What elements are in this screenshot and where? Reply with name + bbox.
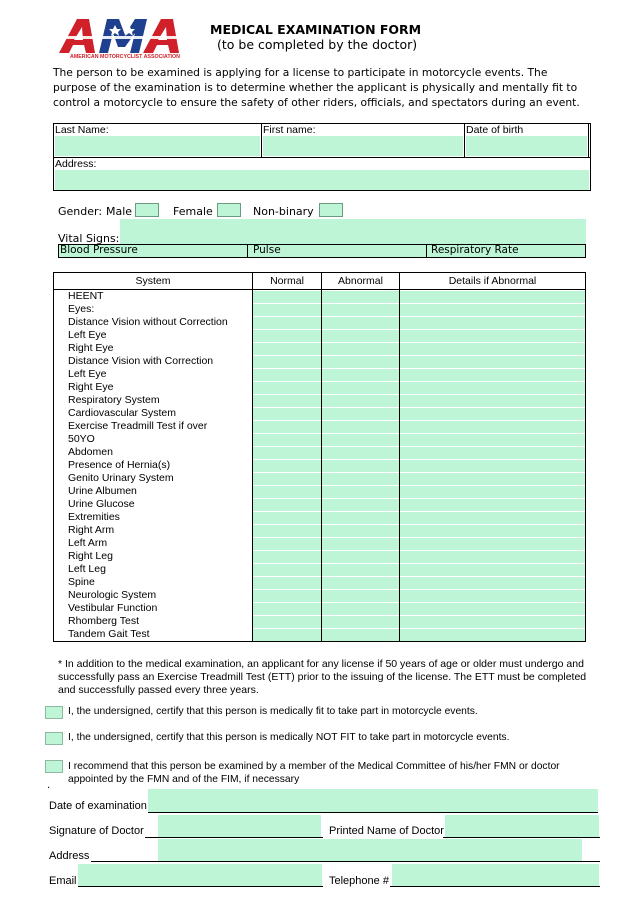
logo-subtext: AMERICAN MOTORCYCLIST ASSOCIATION bbox=[70, 54, 180, 60]
system-row-normal-field[interactable] bbox=[253, 304, 321, 316]
ama-logo bbox=[55, 17, 195, 63]
system-row-details-field[interactable] bbox=[400, 473, 585, 485]
system-row-normal-cell bbox=[253, 537, 322, 550]
last-name-field[interactable] bbox=[55, 136, 260, 156]
system-row bbox=[54, 394, 586, 407]
system-row-normal-field[interactable] bbox=[253, 616, 321, 628]
system-row-abnormal-cell bbox=[322, 576, 400, 589]
doctor-address-label: Address bbox=[49, 850, 90, 862]
system-row-abnormal-field[interactable] bbox=[322, 590, 399, 602]
system-row-details-field[interactable] bbox=[400, 317, 585, 329]
first-name-label: First name: bbox=[263, 124, 316, 136]
system-row-details-cell bbox=[400, 511, 586, 524]
gender-label: Gender: bbox=[58, 205, 103, 218]
cert-not-fit-checkbox[interactable] bbox=[45, 732, 63, 745]
cert-recommend-checkbox[interactable] bbox=[45, 760, 63, 773]
system-row-abnormal-field[interactable] bbox=[322, 564, 399, 576]
header-normal: Normal bbox=[253, 273, 322, 290]
vital-signs-label: Vital Signs: bbox=[58, 232, 120, 245]
system-row-normal-field[interactable] bbox=[253, 408, 321, 420]
system-row-abnormal-field[interactable] bbox=[322, 577, 399, 589]
system-row-details-cell bbox=[400, 433, 586, 446]
email-line bbox=[78, 886, 323, 887]
system-row-abnormal-field[interactable] bbox=[322, 473, 399, 485]
system-row-label: Neurologic System bbox=[54, 589, 253, 602]
system-row bbox=[54, 355, 586, 368]
gender-nonbinary-label: Non-binary bbox=[253, 205, 314, 218]
system-row-abnormal-cell bbox=[322, 615, 400, 628]
system-row-abnormal-cell bbox=[322, 303, 400, 316]
system-row-abnormal-cell bbox=[322, 329, 400, 342]
system-row-normal-field[interactable] bbox=[253, 525, 321, 537]
system-row-abnormal-cell bbox=[322, 628, 400, 642]
system-row-details-field[interactable] bbox=[400, 603, 585, 615]
gender-male-label: Male bbox=[106, 205, 133, 218]
system-row-details-cell bbox=[400, 290, 586, 304]
personal-info-box bbox=[53, 123, 591, 191]
system-row-abnormal-field[interactable] bbox=[322, 291, 399, 303]
system-row-normal-field[interactable] bbox=[253, 369, 321, 381]
system-row-normal-cell bbox=[253, 459, 322, 472]
system-row-abnormal-cell bbox=[322, 407, 400, 420]
system-row-abnormal-field[interactable] bbox=[322, 330, 399, 342]
system-row-details-field[interactable] bbox=[400, 447, 585, 459]
system-row-normal-cell bbox=[253, 602, 322, 615]
system-row bbox=[54, 602, 586, 615]
system-row-label: Left Leg bbox=[54, 563, 253, 576]
system-row-abnormal-field[interactable] bbox=[322, 525, 399, 537]
system-row-normal-field[interactable] bbox=[253, 330, 321, 342]
system-row-label: Respiratory System bbox=[54, 394, 253, 407]
system-row-details-field[interactable] bbox=[400, 577, 585, 589]
system-row-abnormal-cell bbox=[322, 355, 400, 368]
system-row-normal-field[interactable] bbox=[253, 629, 321, 641]
respiratory-rate-label: Respiratory Rate bbox=[431, 244, 519, 256]
system-row-details-field[interactable] bbox=[400, 538, 585, 550]
date-of-exam-field[interactable] bbox=[148, 789, 598, 813]
system-row-details-cell bbox=[400, 446, 586, 459]
system-row-label: Rhomberg Test bbox=[54, 615, 253, 628]
telephone-field[interactable] bbox=[392, 864, 599, 886]
system-row-normal-field[interactable] bbox=[253, 473, 321, 485]
blood-pressure-label: Blood Pressure bbox=[60, 244, 138, 256]
system-row-details-cell bbox=[400, 563, 586, 576]
system-row-normal-field[interactable] bbox=[253, 343, 321, 355]
system-row-details-cell bbox=[400, 368, 586, 381]
system-row-details-cell bbox=[400, 576, 586, 589]
system-row-normal-field[interactable] bbox=[253, 564, 321, 576]
system-row-normal-cell bbox=[253, 316, 322, 329]
system-row-normal-cell bbox=[253, 563, 322, 576]
system-row-normal-field[interactable] bbox=[253, 460, 321, 472]
system-row-abnormal-field[interactable] bbox=[322, 369, 399, 381]
system-row-label: HEENT bbox=[54, 290, 253, 304]
system-row-label: Distance Vision without Correction bbox=[54, 316, 253, 329]
doctor-signature-field[interactable] bbox=[158, 815, 321, 837]
system-row-abnormal-cell bbox=[322, 524, 400, 537]
system-row-normal-cell bbox=[253, 355, 322, 368]
telephone-line bbox=[390, 886, 600, 887]
pulse-label: Pulse bbox=[253, 244, 281, 256]
last-name-label: Last Name: bbox=[55, 124, 109, 136]
col-divider-3 bbox=[588, 124, 589, 157]
system-row-details-cell bbox=[400, 485, 586, 498]
system-row-normal-cell bbox=[253, 290, 322, 304]
cert-not-fit-text: I, the undersigned, certify that this person is medically NOT FIT to take part in motorcycle events. bbox=[68, 732, 510, 743]
system-row-details-cell bbox=[400, 589, 586, 602]
system-row-details-cell bbox=[400, 342, 586, 355]
system-row-details-field[interactable] bbox=[400, 291, 585, 303]
system-row-details-cell bbox=[400, 498, 586, 511]
email-field[interactable] bbox=[78, 864, 322, 886]
system-row-details-field[interactable] bbox=[400, 499, 585, 511]
system-row-details-cell bbox=[400, 420, 586, 433]
system-row-abnormal-cell bbox=[322, 368, 400, 381]
system-row-label: 50YO bbox=[54, 433, 253, 446]
system-row-details-cell bbox=[400, 316, 586, 329]
system-row-normal-cell bbox=[253, 381, 322, 394]
system-row-details-cell bbox=[400, 615, 586, 628]
header-system: System bbox=[54, 273, 253, 290]
system-row-details-cell bbox=[400, 381, 586, 394]
system-row-normal-cell bbox=[253, 576, 322, 589]
first-name-field[interactable] bbox=[263, 136, 463, 156]
system-row-details-cell bbox=[400, 550, 586, 563]
system-row-details-cell bbox=[400, 524, 586, 537]
system-row-details-cell bbox=[400, 459, 586, 472]
email-label: Email bbox=[49, 875, 77, 887]
printed-name-label: Printed Name of Doctor bbox=[329, 825, 444, 837]
system-row bbox=[54, 550, 586, 563]
system-row-details-field[interactable] bbox=[400, 304, 585, 316]
dob-label: Date of birth bbox=[466, 124, 524, 136]
system-row-normal-field[interactable] bbox=[253, 590, 321, 602]
system-row-abnormal-cell bbox=[322, 459, 400, 472]
system-row-details-field[interactable] bbox=[400, 330, 585, 342]
system-row-details-field[interactable] bbox=[400, 551, 585, 563]
system-row-abnormal-cell bbox=[322, 537, 400, 550]
system-row bbox=[54, 537, 586, 550]
system-row-normal-field[interactable] bbox=[253, 499, 321, 511]
vital-signs-field[interactable] bbox=[120, 219, 586, 244]
system-row bbox=[54, 563, 586, 576]
system-row-details-field[interactable] bbox=[400, 616, 585, 628]
system-row-details-field[interactable] bbox=[400, 590, 585, 602]
system-row-label: Genito Urinary System bbox=[54, 472, 253, 485]
system-row bbox=[54, 316, 586, 329]
system-row bbox=[54, 290, 586, 304]
system-row-abnormal-field[interactable] bbox=[322, 447, 399, 459]
system-row bbox=[54, 342, 586, 355]
system-row-normal-cell bbox=[253, 303, 322, 316]
system-row-normal-field[interactable] bbox=[253, 421, 321, 433]
system-row-details-field[interactable] bbox=[400, 369, 585, 381]
system-row bbox=[54, 303, 586, 316]
telephone-label: Telephone # bbox=[329, 875, 389, 887]
date-of-exam-label: Date of examination bbox=[49, 800, 147, 812]
system-row-normal-field[interactable] bbox=[253, 486, 321, 498]
system-row-normal-field[interactable] bbox=[253, 291, 321, 303]
system-row-label: Urine Glucose bbox=[54, 498, 253, 511]
system-row-details-field[interactable] bbox=[400, 408, 585, 420]
system-row-normal-field[interactable] bbox=[253, 512, 321, 524]
system-row-abnormal-cell bbox=[322, 381, 400, 394]
system-row-abnormal-cell bbox=[322, 602, 400, 615]
system-row-abnormal-cell bbox=[322, 498, 400, 511]
system-row bbox=[54, 407, 586, 420]
system-row-normal-cell bbox=[253, 472, 322, 485]
doctor-address-field[interactable] bbox=[158, 839, 582, 861]
system-row-details-field[interactable] bbox=[400, 395, 585, 407]
system-row-normal-cell bbox=[253, 589, 322, 602]
gender-male-checkbox[interactable] bbox=[135, 203, 159, 217]
vitals-row bbox=[58, 244, 586, 258]
doctor-signature-line bbox=[145, 837, 323, 838]
system-row-normal-cell bbox=[253, 628, 322, 642]
gender-nonbinary-checkbox[interactable] bbox=[319, 203, 343, 217]
form-subtitle: (to be completed by the doctor) bbox=[217, 37, 418, 52]
system-row-abnormal-cell bbox=[322, 433, 400, 446]
doctor-signature-label: Signature of Doctor bbox=[49, 825, 144, 837]
address-field[interactable] bbox=[55, 170, 589, 190]
system-row-normal-field[interactable] bbox=[253, 356, 321, 368]
ett-footnote: * In addition to the medical examination, an applicant for any license if 50 years of age or older must undergo and successfully pass an Exercise Treadmill Test (ETT) prior to the issuing of the license. The ETT must be completed and successfully passed every three years. bbox=[58, 658, 587, 696]
system-row-details-field[interactable] bbox=[400, 434, 585, 446]
system-row bbox=[54, 576, 586, 589]
system-row-normal-field[interactable] bbox=[253, 603, 321, 615]
system-row-abnormal-field[interactable] bbox=[322, 616, 399, 628]
system-row-abnormal-field[interactable] bbox=[322, 382, 399, 394]
system-row-label: Right Eye bbox=[54, 381, 253, 394]
system-row bbox=[54, 433, 586, 446]
printed-name-line bbox=[443, 837, 600, 838]
system-row-abnormal-field[interactable] bbox=[322, 421, 399, 433]
system-row-normal-field[interactable] bbox=[253, 395, 321, 407]
system-row-details-cell bbox=[400, 407, 586, 420]
system-row bbox=[54, 615, 586, 628]
system-row-details-field[interactable] bbox=[400, 382, 585, 394]
system-row-normal-field[interactable] bbox=[253, 382, 321, 394]
system-row-label: Distance Vision with Correction bbox=[54, 355, 253, 368]
system-row bbox=[54, 589, 586, 602]
printed-name-field[interactable] bbox=[445, 815, 599, 837]
system-row-label: Spine bbox=[54, 576, 253, 589]
system-row-abnormal-cell bbox=[322, 316, 400, 329]
system-row-abnormal-field[interactable] bbox=[322, 551, 399, 563]
system-row-normal-field[interactable] bbox=[253, 538, 321, 550]
doctor-address-line bbox=[91, 861, 600, 862]
system-row-normal-cell bbox=[253, 615, 322, 628]
system-row-normal-cell bbox=[253, 524, 322, 537]
system-row-label: Vestibular Function bbox=[54, 602, 253, 615]
system-row-normal-cell bbox=[253, 433, 322, 446]
system-row-abnormal-field[interactable] bbox=[322, 356, 399, 368]
system-row-details-field[interactable] bbox=[400, 512, 585, 524]
system-row-details-cell bbox=[400, 628, 586, 642]
name-row-divider bbox=[54, 157, 590, 158]
system-row-details-field[interactable] bbox=[400, 356, 585, 368]
system-row-normal-cell bbox=[253, 394, 322, 407]
system-row-details-cell bbox=[400, 394, 586, 407]
system-row-abnormal-field[interactable] bbox=[322, 317, 399, 329]
system-row bbox=[54, 524, 586, 537]
cert-fit-text: I, the undersigned, certify that this person is medically fit to take part in motorcycle events. bbox=[68, 706, 478, 717]
system-row-abnormal-field[interactable] bbox=[322, 603, 399, 615]
system-row-abnormal-cell bbox=[322, 472, 400, 485]
system-row-abnormal-cell bbox=[322, 563, 400, 576]
system-row-normal-field[interactable] bbox=[253, 551, 321, 563]
system-row bbox=[54, 381, 586, 394]
system-row-details-cell bbox=[400, 472, 586, 485]
system-row bbox=[54, 368, 586, 381]
dob-field[interactable] bbox=[466, 136, 587, 156]
system-row bbox=[54, 628, 586, 642]
system-row bbox=[54, 485, 586, 498]
system-row-label: Exercise Treadmill Test if over bbox=[54, 420, 253, 433]
system-row-abnormal-field[interactable] bbox=[322, 499, 399, 511]
col-divider-2 bbox=[464, 124, 465, 157]
system-row-abnormal-field[interactable] bbox=[322, 395, 399, 407]
system-row-normal-field[interactable] bbox=[253, 577, 321, 589]
gender-female-checkbox[interactable] bbox=[217, 203, 241, 217]
system-row-label: Left Eye bbox=[54, 329, 253, 342]
system-row-abnormal-field[interactable] bbox=[322, 434, 399, 446]
form-title: MEDICAL EXAMINATION FORM bbox=[210, 22, 422, 37]
system-row-normal-cell bbox=[253, 407, 322, 420]
system-row-label: Eyes: bbox=[54, 303, 253, 316]
system-row-abnormal-field[interactable] bbox=[322, 486, 399, 498]
system-row-normal-cell bbox=[253, 329, 322, 342]
system-row-abnormal-cell bbox=[322, 550, 400, 563]
system-row-label: Cardiovascular System bbox=[54, 407, 253, 420]
system-row-details-field[interactable] bbox=[400, 564, 585, 576]
system-row-details-field[interactable] bbox=[400, 343, 585, 355]
system-row bbox=[54, 329, 586, 342]
dot-mark: . bbox=[47, 780, 51, 791]
system-row-label: Abdomen bbox=[54, 446, 253, 459]
system-row-abnormal-field[interactable] bbox=[322, 629, 399, 641]
system-table-header bbox=[54, 273, 586, 290]
system-row-details-field[interactable] bbox=[400, 460, 585, 472]
system-row bbox=[54, 472, 586, 485]
system-row-label: Right Arm bbox=[54, 524, 253, 537]
system-row-label: Presence of Hernia(s) bbox=[54, 459, 253, 472]
system-row-details-field[interactable] bbox=[400, 629, 585, 641]
system-row-label: Left Arm bbox=[54, 537, 253, 550]
system-exam-table bbox=[53, 272, 586, 642]
system-row-abnormal-field[interactable] bbox=[322, 512, 399, 524]
header-abnormal: Abnormal bbox=[322, 273, 400, 290]
system-row-details-cell bbox=[400, 602, 586, 615]
system-row-label: Extremities bbox=[54, 511, 253, 524]
gender-female-label: Female bbox=[173, 205, 213, 218]
system-row-abnormal-cell bbox=[322, 290, 400, 304]
system-row bbox=[54, 420, 586, 433]
system-row-normal-cell bbox=[253, 446, 322, 459]
address-label: Address: bbox=[55, 158, 97, 170]
system-row-abnormal-field[interactable] bbox=[322, 408, 399, 420]
system-row bbox=[54, 459, 586, 472]
system-row bbox=[54, 498, 586, 511]
intro-text: The person to be examined is applying for a license to participate in motorcycle events. The purpose of the examination is to determine whether the applicant is physically and mentally fit to control a motorcycle to ensure the safety of other riders, officials, and spectators during an event. bbox=[53, 66, 580, 109]
system-row-normal-cell bbox=[253, 485, 322, 498]
system-row-normal-cell bbox=[253, 511, 322, 524]
system-row-details-field[interactable] bbox=[400, 525, 585, 537]
system-row-normal-cell bbox=[253, 342, 322, 355]
system-row-normal-cell bbox=[253, 498, 322, 511]
system-row-details-field[interactable] bbox=[400, 421, 585, 433]
system-row-abnormal-field[interactable] bbox=[322, 538, 399, 550]
system-row-abnormal-cell bbox=[322, 589, 400, 602]
system-row-abnormal-cell bbox=[322, 446, 400, 459]
system-row-abnormal-cell bbox=[322, 420, 400, 433]
system-row-details-cell bbox=[400, 329, 586, 342]
system-row-normal-cell bbox=[253, 550, 322, 563]
system-row-abnormal-field[interactable] bbox=[322, 304, 399, 316]
system-row-details-cell bbox=[400, 355, 586, 368]
system-row-label: Urine Albumen bbox=[54, 485, 253, 498]
system-row-abnormal-cell bbox=[322, 342, 400, 355]
cert-fit-checkbox[interactable] bbox=[45, 706, 63, 719]
system-row-abnormal-field[interactable] bbox=[322, 460, 399, 472]
system-row-abnormal-field[interactable] bbox=[322, 343, 399, 355]
col-divider-1 bbox=[261, 124, 262, 157]
system-row-label: Tandem Gait Test bbox=[54, 628, 253, 642]
system-row-abnormal-cell bbox=[322, 511, 400, 524]
header-details: Details if Abnormal bbox=[400, 273, 586, 290]
system-row-abnormal-cell bbox=[322, 485, 400, 498]
system-row-normal-field[interactable] bbox=[253, 434, 321, 446]
system-row-label: Right Leg bbox=[54, 550, 253, 563]
system-row-normal-cell bbox=[253, 420, 322, 433]
system-row-details-cell bbox=[400, 303, 586, 316]
system-row-normal-field[interactable] bbox=[253, 447, 321, 459]
system-row-abnormal-cell bbox=[322, 394, 400, 407]
system-row bbox=[54, 446, 586, 459]
system-row-details-field[interactable] bbox=[400, 486, 585, 498]
system-row-normal-cell bbox=[253, 368, 322, 381]
system-row-details-cell bbox=[400, 537, 586, 550]
system-row bbox=[54, 511, 586, 524]
system-row-label: Left Eye bbox=[54, 368, 253, 381]
system-row-label: Right Eye bbox=[54, 342, 253, 355]
system-row-normal-field[interactable] bbox=[253, 317, 321, 329]
cert-recommend-text: I recommend that this person be examined by a member of the Medical Committee of his/her FMN or doctor appointed by the FMN and of the FIM, if necessary bbox=[68, 761, 560, 785]
